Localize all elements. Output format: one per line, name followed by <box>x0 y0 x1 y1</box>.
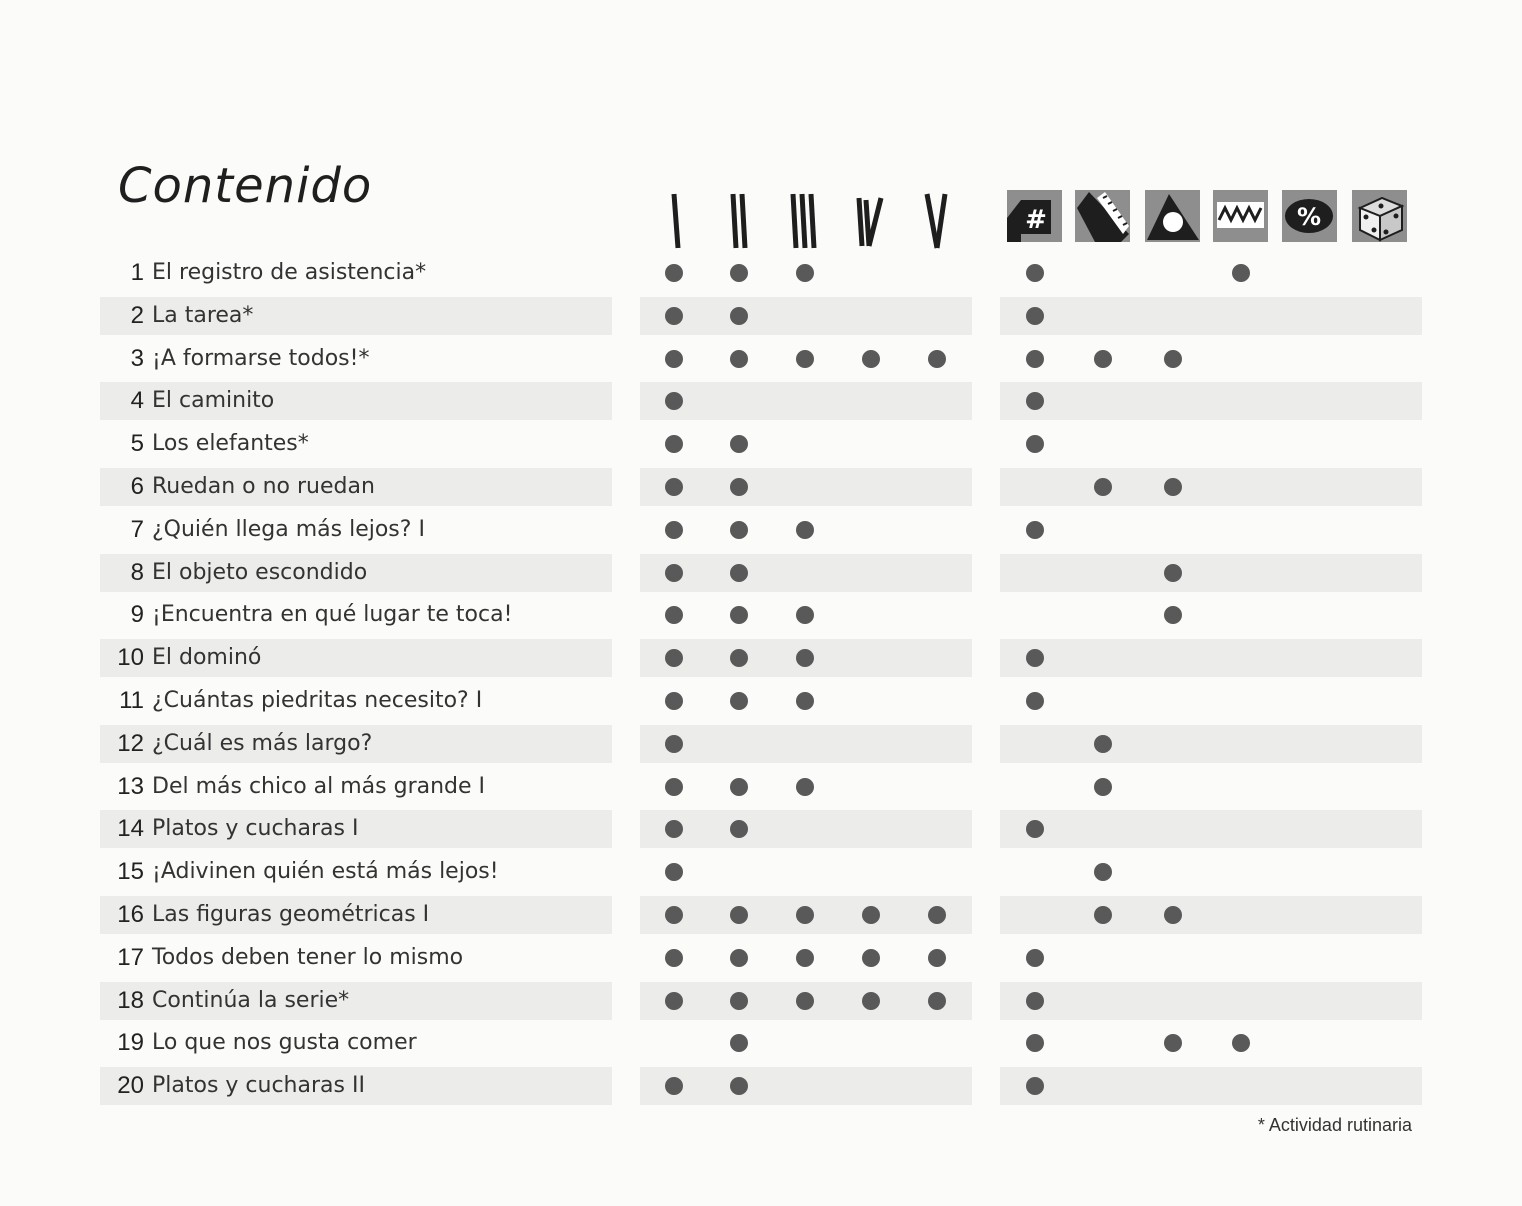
category-dot-number-hash <box>1026 1034 1044 1052</box>
activity-title[interactable]: El caminito <box>152 388 275 414</box>
activity-number: 7 <box>130 515 144 543</box>
level-dot-i <box>665 778 683 796</box>
category-dot-geometry-shapes <box>1164 478 1182 496</box>
activity-title[interactable]: Lo que nos gusta comer <box>152 1030 417 1056</box>
level-dot-i <box>665 906 683 924</box>
activity-number: 16 <box>117 901 144 928</box>
activity-title[interactable]: ¡Encuentra en qué lugar te toca! <box>152 602 513 628</box>
activity-title[interactable]: El objeto escondido <box>152 559 368 585</box>
level-dot-ii <box>730 692 748 710</box>
category-dot-number-hash <box>1026 992 1044 1010</box>
level-dot-iii <box>796 521 814 539</box>
activity-number: 9 <box>130 601 144 629</box>
activity-number: 12 <box>117 729 144 757</box>
level-dot-i <box>665 264 683 282</box>
activity-title[interactable]: ¡A formarse todos!* <box>152 345 370 371</box>
activity-number: 14 <box>117 815 144 843</box>
level-dot-i <box>665 350 683 368</box>
level-dot-i <box>665 521 683 539</box>
footnote: * Actividad rutinaria <box>1257 1115 1412 1135</box>
level-dot-iv <box>862 992 880 1010</box>
level-dot-v <box>928 350 946 368</box>
activity-number: 13 <box>117 772 144 800</box>
level-dot-iii <box>796 606 814 624</box>
category-dot-measuring-ruler <box>1094 478 1112 496</box>
activity-title[interactable]: La tarea* <box>152 302 254 328</box>
activity-title[interactable]: Del más chico al más grande I <box>152 773 486 799</box>
activity-title[interactable]: Las figuras geométricas I <box>152 902 430 927</box>
page-title: Contenido <box>118 158 373 214</box>
activity-number: 2 <box>130 301 144 329</box>
level-dot-iv <box>862 906 880 924</box>
row-band <box>640 468 972 506</box>
level-dot-v <box>928 949 946 967</box>
activity-number: 17 <box>117 943 144 971</box>
level-dot-iii <box>796 778 814 796</box>
category-dot-number-hash <box>1026 949 1044 967</box>
level-dot-i <box>665 478 683 496</box>
dice-icon <box>1352 190 1407 242</box>
row-band <box>1000 554 1422 592</box>
level-dot-i <box>665 435 683 453</box>
activity-number: 6 <box>130 473 144 500</box>
level-header-ii <box>709 182 769 252</box>
row-band <box>1000 382 1422 420</box>
activity-number: 20 <box>117 1072 144 1100</box>
row-band <box>1000 725 1422 763</box>
activity-number: 1 <box>130 259 144 286</box>
row-band <box>1000 1067 1422 1105</box>
row-band <box>640 725 972 763</box>
level-dot-ii <box>730 435 748 453</box>
row-band <box>1000 468 1422 506</box>
activity-title[interactable]: ¿Cuál es más largo? <box>152 730 373 756</box>
activity-number: 5 <box>130 430 144 458</box>
level-dot-iii <box>796 350 814 368</box>
level-dot-ii <box>730 906 748 924</box>
svg-text:#: # <box>1025 205 1047 235</box>
category-dot-measuring-ruler <box>1094 863 1112 881</box>
row-band <box>1000 896 1422 934</box>
level-dot-iv <box>862 350 880 368</box>
category-dot-measuring-ruler <box>1094 350 1112 368</box>
category-dot-pattern-zigzag <box>1232 1034 1250 1052</box>
activity-title[interactable]: Todos deben tener lo mismo <box>152 944 464 970</box>
activity-title[interactable]: Ruedan o no ruedan <box>152 474 375 499</box>
category-dot-measuring-ruler <box>1094 906 1112 924</box>
measuring-ruler-icon <box>1075 190 1130 242</box>
level-dot-ii <box>730 521 748 539</box>
level-dot-iii <box>796 906 814 924</box>
activity-title[interactable]: ¡Adivinen quién está más lejos! <box>152 859 499 885</box>
level-dot-i <box>665 735 683 753</box>
level-dot-ii <box>730 264 748 282</box>
activity-title[interactable]: ¿Cuántas piedritas necesito? I <box>152 688 483 713</box>
level-header-iv <box>841 182 901 252</box>
activity-title[interactable]: ¿Quién llega más lejos? I <box>152 516 425 542</box>
activity-title[interactable]: El registro de asistencia* <box>152 260 427 285</box>
category-dot-number-hash <box>1026 521 1044 539</box>
level-dot-i <box>665 564 683 582</box>
level-dot-i <box>665 949 683 967</box>
activity-number: 3 <box>130 344 144 372</box>
number-hash-icon <box>1007 190 1062 242</box>
level-header-v <box>907 182 967 252</box>
row-band <box>640 554 972 592</box>
category-dot-geometry-shapes <box>1164 564 1182 582</box>
activity-number: 19 <box>117 1029 144 1057</box>
row-band <box>640 1067 972 1105</box>
level-dot-ii <box>730 992 748 1010</box>
activity-title[interactable]: Continúa la serie* <box>152 987 350 1013</box>
level-dot-ii <box>730 564 748 582</box>
row-band <box>640 810 972 848</box>
level-dot-v <box>928 906 946 924</box>
level-dot-ii <box>730 307 748 325</box>
activity-number: 4 <box>130 387 144 415</box>
level-dot-iii <box>796 992 814 1010</box>
level-dot-i <box>665 863 683 881</box>
level-dot-i <box>665 992 683 1010</box>
category-dot-measuring-ruler <box>1094 778 1112 796</box>
level-dot-ii <box>730 1034 748 1052</box>
level-dot-iii <box>796 692 814 710</box>
category-dot-geometry-shapes <box>1164 350 1182 368</box>
activity-number: 10 <box>117 644 144 672</box>
category-dot-number-hash <box>1026 435 1044 453</box>
level-dot-ii <box>730 350 748 368</box>
category-dot-geometry-shapes <box>1164 1034 1182 1052</box>
activity-title[interactable]: Platos y cucharas II <box>152 1073 365 1099</box>
activity-number: 8 <box>130 558 144 586</box>
level-dot-iv <box>862 949 880 967</box>
category-dot-geometry-shapes <box>1164 906 1182 924</box>
level-dot-v <box>928 992 946 1010</box>
level-dot-ii <box>730 606 748 624</box>
level-dot-iii <box>796 949 814 967</box>
activity-title[interactable]: Platos y cucharas I <box>152 816 359 842</box>
level-dot-i <box>665 307 683 325</box>
row-band <box>1000 982 1422 1020</box>
category-dot-geometry-shapes <box>1164 606 1182 624</box>
percent-icon <box>1282 190 1337 242</box>
level-dot-iii <box>796 264 814 282</box>
level-header-i <box>644 182 704 252</box>
category-dot-number-hash <box>1026 264 1044 282</box>
level-dot-ii <box>730 778 748 796</box>
level-dot-i <box>665 692 683 710</box>
row-band <box>640 297 972 335</box>
category-dot-number-hash <box>1026 350 1044 368</box>
level-header-iii <box>775 182 835 252</box>
activity-number: 15 <box>117 858 144 886</box>
category-dot-measuring-ruler <box>1094 735 1112 753</box>
geometry-shapes-icon <box>1145 190 1200 242</box>
activity-number: 11 <box>119 687 144 714</box>
category-dot-pattern-zigzag <box>1232 264 1250 282</box>
level-dot-i <box>665 606 683 624</box>
row-band <box>1000 639 1422 677</box>
activity-number: 18 <box>117 986 144 1014</box>
row-band <box>1000 810 1422 848</box>
level-dot-ii <box>730 478 748 496</box>
category-dot-number-hash <box>1026 307 1044 325</box>
activity-title[interactable]: Los elefantes* <box>152 431 309 457</box>
level-dot-ii <box>730 949 748 967</box>
row-band <box>1000 297 1422 335</box>
activity-title[interactable]: El dominó <box>152 645 262 671</box>
svg-text:%: % <box>1296 203 1322 231</box>
pattern-zigzag-icon <box>1213 190 1268 242</box>
row-band <box>640 382 972 420</box>
category-dot-number-hash <box>1026 692 1044 710</box>
